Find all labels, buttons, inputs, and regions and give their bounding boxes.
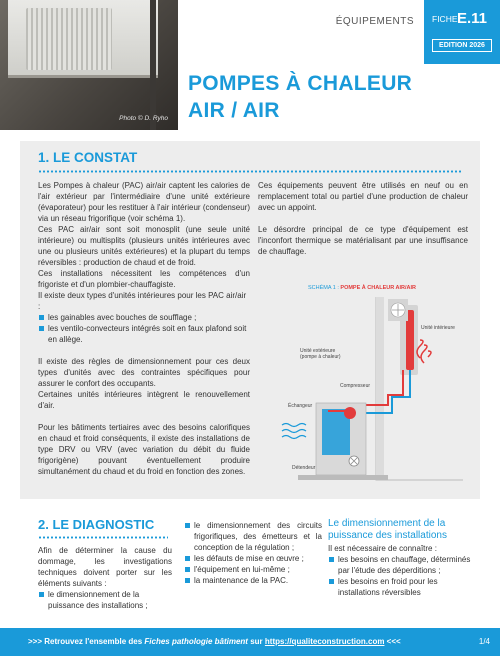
- paragraph: Les Pompes à chaleur (PAC) air/air captent les calories de l'air extérieur par l'intermédiaire d'une unité extérieure (évaporateur) pour les restituer à l'air intérieur (condenseur) via un réseau frigorifique (voir schéma 1).: [38, 181, 250, 223]
- paragraph: Afin de déterminer la cause du dommage, les investigations techniques doivent porter sur les éléments suivants :: [38, 546, 172, 588]
- section1-right-column: [258, 180, 468, 257]
- title-line-1: POMPES À CHALEUR: [188, 72, 413, 95]
- section1-dotted-rule: [38, 170, 462, 173]
- list-item: les ventilo-convecteurs intégrés soit en faux plafond soit en allège.: [38, 323, 250, 345]
- cold-air-icon: [282, 424, 306, 439]
- paragraph: Il existe des règles de dimensionnement pour ces deux types d'unités avec des contraintes spécifiques pour assurer le confort des occupants.: [38, 357, 250, 388]
- photo-credit: Photo © D. Ryho: [119, 115, 168, 122]
- label-indoor-unit: Unité intérieure: [421, 325, 455, 331]
- list-item: le dimensionnement de la puissance des installations ;: [38, 589, 172, 611]
- section2-col-2: [184, 520, 322, 586]
- heat-waves-icon: [417, 340, 431, 363]
- paragraph: Il existe deux types d'unités intérieures pour les PAC air/air :: [38, 291, 247, 311]
- paragraph: Certaines unités intérieures intègrent le renouvellement d'air.: [38, 390, 250, 410]
- list-item: les défauts de mise en œuvre ;: [184, 553, 322, 564]
- fiche-badge: [424, 0, 500, 64]
- list-item: les gainables avec bouches de soufflage ;: [38, 312, 250, 323]
- footer-bar: [0, 628, 500, 656]
- paragraph: Pour les bâtiments tertiaires avec des besoins calorifiques en chaud et froid conséquents, il existe des installations de type DRV ou VRV (avec variation du débit du fluide frigorigène) pouvant éventuellement produire simultanément du chaud et du froid en fonction des zones.: [38, 423, 250, 476]
- paragraph: Il est nécessaire de connaître :: [328, 544, 437, 553]
- section2-col-3: [328, 543, 474, 598]
- needs-list: [328, 554, 474, 598]
- list-item: le dimensionnement des circuits frigorifiques, des émetteurs et la conception de la régulation ;: [184, 520, 322, 553]
- page-title: [188, 70, 468, 124]
- category-label: ÉQUIPEMENTS: [335, 16, 414, 27]
- list-item: les besoins en froid pour les installations réversibles: [328, 576, 474, 598]
- label-compressor: Compresseur: [340, 383, 371, 389]
- photo-pipe: [150, 0, 156, 130]
- paragraph: Ces PAC air/air sont soit monosplit (une seule unité intérieure) ou multisplits (plusieurs unités intérieures avec une ou plusieurs unités extérieures) et la plupart du temps réversibles : production de chaud et de froid.: [38, 225, 250, 267]
- section1-left-column: [38, 180, 250, 477]
- page-number: 1/4: [478, 637, 490, 646]
- diagnostic-list-b: [184, 520, 322, 586]
- fiche-number: E.11: [457, 10, 488, 27]
- label-outdoor-unit: Unité extérieure (pompe à chaleur): [300, 348, 341, 360]
- section2-heading: 2. LE DIAGNOSTIC: [38, 517, 155, 532]
- compressor-icon: [344, 407, 356, 419]
- list-item: la maintenance de la PAC.: [184, 575, 322, 586]
- diagnostic-list-a: [38, 589, 172, 611]
- edition-badge: EDITION 2026: [432, 39, 492, 52]
- ground: [298, 475, 388, 480]
- diagram-title: SCHÉMA 1 : POMPE À CHALEUR AIR/AIR: [308, 285, 416, 291]
- unit-types-list: [38, 312, 250, 345]
- wall: [376, 297, 384, 480]
- section2-col-1: [38, 545, 172, 611]
- list-item: l'équipement en lui-même ;: [184, 564, 322, 575]
- label-expansion-valve: Détendeur: [292, 465, 316, 471]
- website-link[interactable]: https://qualiteconstruction.com: [264, 637, 385, 646]
- unit-grille: [26, 8, 112, 70]
- list-item: les besoins en chauffage, déterminés par l'étude des déperditions ;: [328, 554, 474, 576]
- fiche-label: FICHE: [432, 14, 458, 24]
- heat-pump-diagram: [258, 285, 470, 490]
- paragraph: Ces équipements peuvent être utilisés en neuf ou en remplacement total ou partiel d'une production de chaleur avec un appoint.: [258, 181, 468, 212]
- section1-heading: 1. LE CONSTAT: [38, 150, 138, 165]
- label-exchanger: Échangeur: [288, 403, 313, 409]
- paragraph: Ces installations nécessitent les compétences d'un frigoriste et d'un plombier-chauffagiste.: [38, 269, 250, 289]
- footer-message: >>> Retrouvez l'ensemble des Fiches pathologie bâtiment sur https://qualiteconstruction.com <<<: [28, 637, 401, 646]
- paragraph: Le désordre principal de ce type d'équipement est l'inconfort thermique se matérialisant par une insuffisance de chauffage.: [258, 225, 468, 256]
- title-line-2: AIR / AIR: [188, 99, 280, 122]
- section2-dotted-rule: [38, 536, 168, 539]
- header-photo: [0, 0, 178, 130]
- outdoor-unit-photo: [8, 0, 158, 78]
- subsection-heading: Le dimensionnement de la puissance des installations: [328, 518, 447, 541]
